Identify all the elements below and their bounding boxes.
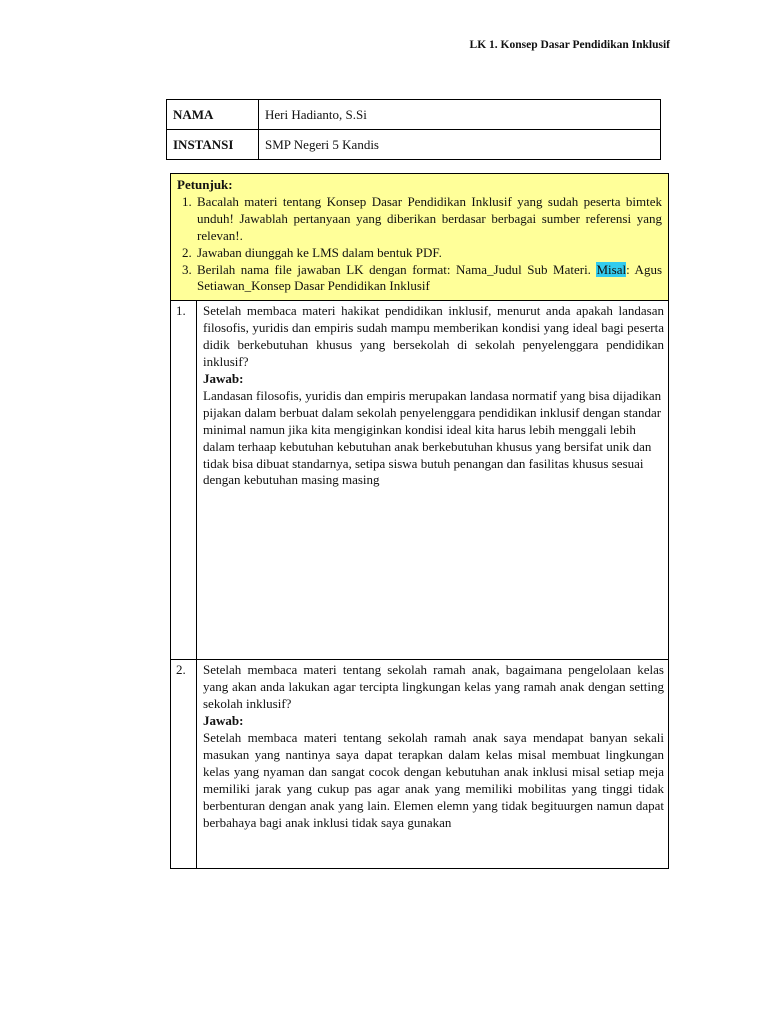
instansi-label: INSTANSI	[167, 130, 259, 160]
identity-row-instansi	[167, 130, 661, 160]
document-header: LK 1. Konsep Dasar Pendidikan Inklusif	[469, 39, 670, 51]
instructions-row	[171, 174, 669, 301]
answer-text: Landasan filosofis, yuridis dan empiris merupakan landasa normatif yang bisa dijadikan pijakan dalam berbuat dalam sekolah penyelenggara pendidikan inklusif dengan standar minimal namun jika kita mengiginkan kondisi ideal kita harus lebih menggali lebih dalam terhaap kebutuhan kebutuhan anak berkebutuhan khusus yang bersifat unik dan tidak bisa dibuat standarnya, setipa siswa butuh penangan dan fasilitas khusus sesuai dengan kebutuhan masing masing	[203, 387, 662, 488]
question-number: 1.	[171, 301, 197, 660]
answer-label: Jawab:	[203, 370, 244, 386]
instruction-example: : Agus Setiawan_Konsep Dasar Pendidikan Inklusif	[197, 261, 662, 294]
highlighted-word: Misal	[596, 261, 627, 277]
instruction-item: 1. Bacalah materi tentang Konsep Dasar Pendidikan Inklusif yang sudah peserta bimtek unduh! Jawablah pertanyaan yang diberikan berdasar berbagai sumber referensi yang relevan!.	[195, 194, 662, 245]
question-row	[171, 660, 669, 869]
instructions-box	[171, 174, 669, 301]
instructions-list	[177, 194, 662, 295]
question-text: Setelah membaca materi hakikat pendidikan inklusif, menurut anda apakah landasan filosofis, yuridis dan empiris sudah mampu memberikan kondisi yang ideal bagi peserta didik berkebutuhan khusus yang bersekolah di sekolah penyelenggara pendidikan inklusif?	[203, 303, 664, 370]
worksheet-table	[170, 173, 669, 869]
identity-row-nama	[167, 100, 661, 130]
answer-text: Setelah membaca materi tentang sekolah ramah anak saya mendapat banyan sekali masukan yang nantinya saya dapat terapkan dalam kelas misal membuat lingkungan kelas yang nyaman dan sangat cocok dengan kebutuhan anak inklusi misal setiap meja memiliki jarak yang cukup pas agar anak yang memiliki mobilitas yang tinggi tidak berbenturan dengan anak yang lain. Elemen elemn yang tidak begituurgen namun dapat berbahaya bagi anak inklusi tidak saya gunakan	[203, 729, 664, 830]
nama-value: Heri Hadianto, S.Si	[259, 100, 661, 130]
instructions-title: Petunjuk:	[177, 177, 233, 192]
instansi-value: SMP Negeri 5 Kandis	[259, 130, 661, 160]
identity-table	[166, 99, 661, 160]
answer-label: Jawab:	[203, 713, 244, 729]
nama-label: NAMA	[167, 100, 259, 130]
instruction-item: 2. Jawaban diunggah ke LMS dalam bentuk PDF.	[195, 245, 662, 262]
instruction-item	[195, 262, 662, 296]
question-row	[171, 301, 669, 660]
question-cell	[197, 301, 669, 660]
question-text: Setelah membaca materi tentang sekolah ramah anak, bagaimana pengelolaan kelas yang akan anda lakukan agar tercipta lingkungan kelas yang ramah anak dengan setting sekolah inklusif?	[203, 662, 664, 712]
instruction-text: Berilah nama file jawaban LK dengan format: Nama_Judul Sub Materi.	[197, 261, 597, 277]
question-number: 2.	[171, 660, 197, 869]
question-cell	[197, 660, 669, 869]
